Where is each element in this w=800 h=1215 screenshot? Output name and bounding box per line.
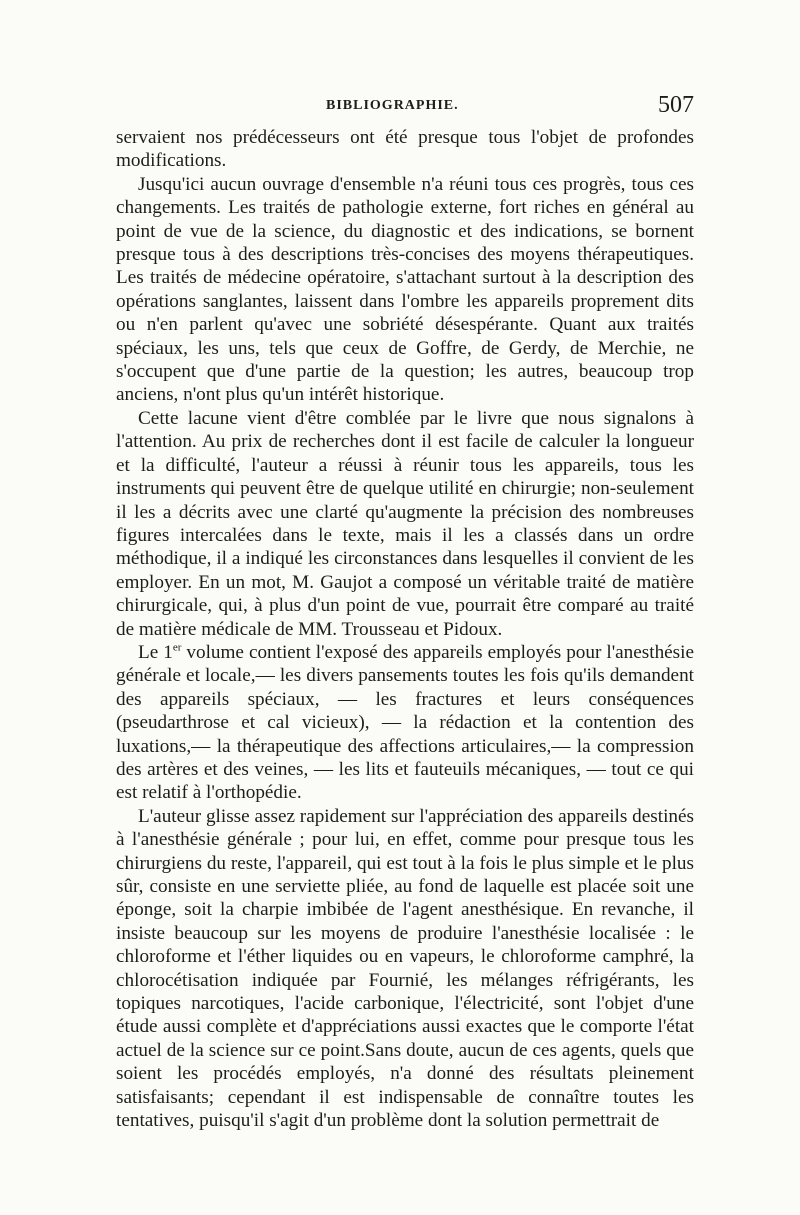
running-title: BIBLIOGRAPHIE. xyxy=(326,98,459,113)
volume-contents-text: volume contient l'exposé des appareils employés pour l'anesthésie générale et locale,— les divers pansements toutes les fois qu'ils demandent des appareils spéciaux, — les fractures et leurs conséquences (pseudarthrose et cal vicieux), — la rédaction et la contention des luxations,— la thérapeutique des affections articulaires,— la compression des artères et des veines, — les lits et fauteuils mécaniques, — tout ce qui est relatif à l'orthopédie. xyxy=(116,641,694,804)
paragraph-anesthesia: L'auteur glisse assez rapidement sur l'appréciation des appareils destinés à l'anesthésie générale ; pour lui, en effet, comme pour presque tous les chirurgiens du reste, l'appareil, qui est tout à la fois le plus simple et le plus sûr, consiste en une serviette pliée, au fond de laquelle est placée soit une éponge, soit la charpie imbibée de l'agent anesthésique. En revanche, il insiste beaucoup sur les moyens de produire l'anesthésie localisée : le chloroforme et l'éther liquides ou en vapeurs, le chloroforme camphré, la chlorocétisation indiquée par Fournié, les mélanges réfrigérants, les topiques narcotiques, l'acide carbonique, l'électricité, sont l'objet d'une étude aussi complète et d'appréciations aussi exactes que le comporte l'état actuel de la science sur ce point.Sans doute, aucun de ces agents, quels que soient les procédés employés, n'a donné des résultats pleinement satisfaisants; cependant il est indispensable de connaître toutes les tentatives, puisqu'il s'agit d'un problème dont la solution permettrait de xyxy=(116,805,694,1132)
body-text xyxy=(116,126,694,1132)
volume-intro: Le 1 xyxy=(138,641,173,663)
page-number: 507 xyxy=(658,92,694,118)
paragraph-book-presentation: Cette lacune vient d'être comblée par le livre que nous signalons à l'attention. Au prix de recherches dont il est facile de calculer la longueur et la difficulté, l'auteur a réussi à réunir tous les appareils, tous les instruments qui peuvent être de quelque utilité en chirurgie; non-seulement il les a décrits avec une clarté qu'augmente la précision des nombreuses figures intercalées dans le texte, mais il les a classés dans un ordre méthodique, il a indiqué les circonstances dans lesquelles il convient de les employer. En un mot, M. Gaujot a composé un véritable traité de matière chirurgicale, qui, à plus d'un point de vue, pourrait être comparé au traité de matière médicale de MM. Trousseau et Pidoux. xyxy=(116,407,694,640)
paragraph-continuation: servaient nos prédécesseurs ont été presque tous l'objet de profondes modifications. xyxy=(116,127,694,172)
ordinal-suffix: er xyxy=(172,641,182,654)
page-header xyxy=(116,92,694,122)
paragraph-volume-contents xyxy=(116,641,694,805)
paragraph-state-of-literature: Jusqu'ici aucun ouvrage d'ensemble n'a réuni tous ces progrès, tous ces changements. Les traités de pathologie externe, fort riches en général au point de vue de la science, du diagnostic et des indications, se bornent presque tous à des descriptions très-concises des moyens thérapeutiques. Les traités de médecine opératoire, s'attachant surtout à la description des opérations sanglantes, laissent dans l'ombre les appareils proprement dits ou n'en parlent qu'avec une sobriété désespérante. Quant aux traités spéciaux, les uns, tels que ceux de Goffre, de Gerdy, de Merchie, ne s'occupent que d'une partie de la question; les autres, beaucoup trop anciens, n'ont plus qu'un intérêt historique. xyxy=(116,173,694,406)
